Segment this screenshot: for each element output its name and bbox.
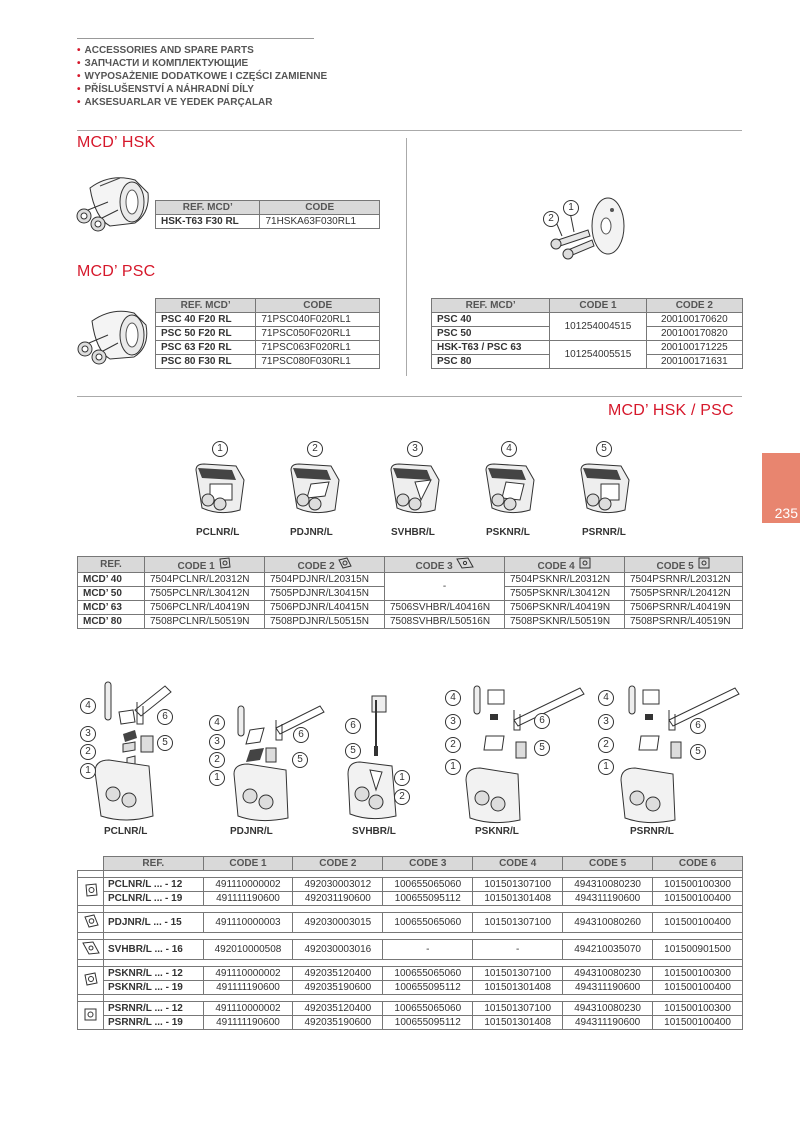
ref-cell: MCD’ 80 [78, 615, 145, 629]
code-cell: 7506SVHBR/L40416N [385, 601, 505, 615]
col-header: REF. MCD’ [432, 299, 550, 313]
callout-5: 5 [157, 735, 173, 751]
code2-cell: 200100171225 [646, 341, 742, 355]
col-header: REF. [78, 557, 145, 573]
cartridge-label: SVHBR/L [391, 527, 435, 538]
code-cell: - [385, 573, 505, 601]
psc-holder-illustration [72, 303, 157, 371]
code-cell: 7505PCLNR/L30412N [145, 587, 265, 601]
ref-cell: PSC 50 [432, 327, 550, 341]
callout-1: 1 [598, 759, 614, 775]
col-header: CODE 2 [646, 299, 742, 313]
exploded-psrnr-illustration [595, 680, 745, 824]
code-cell: 7505PSKNR/L30412N [505, 587, 625, 601]
ref-cell: PSC 80 F30 RL [156, 355, 256, 369]
col-header: CODE 4 [473, 857, 563, 871]
rhombus80-icon [82, 882, 100, 898]
code-cell: 7508SVHBR/L50516N [385, 615, 505, 629]
code2-cell: 200100170620 [646, 313, 742, 327]
col-header: CODE [256, 299, 380, 313]
cartridge-number: 3 [407, 441, 423, 457]
code-cell: 7508PSRNR/L40519N [625, 615, 743, 629]
hsk-psc-title: MCD’ HSK / PSC [608, 402, 734, 419]
code-cell: 71PSC063F020RL1 [256, 341, 380, 355]
code2-cell: 200100171631 [646, 355, 742, 369]
table-row: PSKNR/L ... - 12 491110000002 492035120400 100655065060 101501307100 494310080230 101500100300 [78, 967, 743, 981]
callout-1: 1 [445, 759, 461, 775]
table-row [78, 601, 743, 615]
table-row [156, 327, 380, 341]
rhombus80-icon [218, 557, 232, 569]
table-row: PCLNR/L ... - 12 491110000002 492030003012 100655065060 101501307100 494310080230 101500100300 [78, 878, 743, 892]
col-header: CODE 1 [145, 557, 265, 573]
cartridge-number: 4 [501, 441, 517, 457]
col-header: REF. [104, 857, 204, 871]
ref-cell: HSK-T63 F30 RL [156, 215, 260, 229]
table-row [156, 355, 380, 369]
col-header: CODE 6 [653, 857, 743, 871]
code-cell: 7506PCLNR/L40419N [145, 601, 265, 615]
code1-cell: 101254005515 [550, 341, 646, 369]
callout-6: 6 [157, 709, 173, 725]
table-row [156, 313, 380, 327]
cartridge-svhbr-illustration [385, 460, 445, 520]
code-cell: 7504PDJNR/L20315N [265, 573, 385, 587]
table-row: PSRNR/L ... - 19 491111190600 492035190600 100655095112 101501301408 494311190600 101500100400 [78, 1016, 743, 1030]
col-header: CODE [260, 201, 380, 215]
col-header: CODE 4 [505, 557, 625, 573]
table-row [78, 573, 743, 587]
header-item: • PŘÍSLUŠENSTVÍ A NÁHRADNÍ DÍLY [77, 83, 327, 96]
code-cell: 7508PDJNR/L50515N [265, 615, 385, 629]
square-insert-icon [578, 557, 592, 569]
callout-6: 6 [690, 718, 706, 734]
callout-4: 4 [209, 715, 225, 731]
hsk-holder-illustration [70, 168, 155, 238]
callout-5: 5 [534, 740, 550, 756]
callout-3: 3 [80, 726, 96, 742]
code-cell: 7504PSRNR/L20312N [625, 573, 743, 587]
callout-1: 1 [209, 770, 225, 786]
col-header: CODE 5 [625, 557, 743, 573]
cartridge-label: PSKNR/L [486, 527, 530, 538]
ref-cell: MCD’ 40 [78, 573, 145, 587]
square-insert-icon [697, 557, 711, 569]
code-cell: 7506PSRNR/L40419N [625, 601, 743, 615]
section-divider [77, 130, 742, 131]
page-number: 235 [774, 505, 798, 521]
ref-cell: PSC 50 F20 RL [156, 327, 256, 341]
ref-cell: MCD’ 63 [78, 601, 145, 615]
code-cell: 7506PDJNR/L40415N [265, 601, 385, 615]
header-rule [77, 38, 314, 39]
callout-4: 4 [80, 698, 96, 714]
table-row [156, 215, 380, 229]
callout-1: 1 [563, 200, 579, 216]
psc-table [155, 298, 380, 369]
callout-2: 2 [209, 752, 225, 768]
callout-2: 2 [80, 744, 96, 760]
cartridge-label: PSRNR/L [582, 527, 626, 538]
cartridge-number: 2 [307, 441, 323, 457]
callout-4: 4 [445, 690, 461, 706]
section-divider [77, 396, 742, 397]
page-tab [762, 453, 800, 523]
exploded-label: PCLNR/L [104, 826, 148, 837]
exploded-label: PSRNR/L [630, 826, 674, 837]
cartridge-codes-table [77, 556, 743, 629]
col-header: REF. MCD’ [156, 299, 256, 313]
rhombus55-icon [82, 913, 100, 929]
spare-parts-table [77, 856, 743, 1030]
exploded-pclnr-illustration [75, 676, 215, 826]
code-cell: 7508PSKNR/L50519N [505, 615, 625, 629]
col-header: CODE 2 [265, 557, 385, 573]
cartridge-label: PDJNR/L [290, 527, 333, 538]
blank-header [78, 857, 104, 871]
table-row [78, 615, 743, 629]
rhombus55-icon [338, 557, 352, 569]
code-cell: 7505PSRNR/L20412N [625, 587, 743, 601]
code-cell: 71PSC040F020RL1 [256, 313, 380, 327]
callout-2: 2 [598, 737, 614, 753]
callout-3: 3 [209, 734, 225, 750]
cartridge-pdjnr-illustration [285, 460, 345, 520]
square-insert-icon [82, 971, 100, 987]
col-header: CODE 3 [385, 557, 505, 573]
callout-2: 2 [394, 789, 410, 805]
col-header: CODE 1 [203, 857, 293, 871]
ref-cell: HSK-T63 / PSC 63 [432, 341, 550, 355]
callout-5: 5 [345, 743, 361, 759]
exploded-pdjnr-illustration [210, 700, 340, 824]
ref-cell: PSC 63 F20 RL [156, 341, 256, 355]
table-row [156, 341, 380, 355]
callout-1: 1 [80, 763, 96, 779]
header-item: • AKSESUARLAR VE YEDEK PARÇALAR [77, 96, 327, 109]
code-cell: 71PSC080F030RL1 [256, 355, 380, 369]
ref-cell: PSC 40 F20 RL [156, 313, 256, 327]
header-item: • WYPOSAŻENIE DODATKOWE I CZĘŚCI ZAMIENNE [77, 70, 327, 83]
hsk-table [155, 200, 380, 229]
table-row: PSKNR/L ... - 19 491111190600 492035190600 100655095112 101501301408 494311190600 101500100400 [78, 981, 743, 995]
vertical-divider [406, 138, 407, 376]
exploded-label: PSKNR/L [475, 826, 519, 837]
ref-cell: PSC 80 [432, 355, 550, 369]
cartridge-psknr-illustration [480, 460, 540, 520]
callout-3: 3 [598, 714, 614, 730]
cartridge-number: 1 [212, 441, 228, 457]
callout-3: 3 [445, 714, 461, 730]
exploded-label: SVHBR/L [352, 826, 396, 837]
ref-cell: MCD’ 50 [78, 587, 145, 601]
table-row: PDJNR/L ... - 15 491110000003 492030003015 100655065060 101501307100 494310080260 101500100400 [78, 913, 743, 933]
col-header: CODE 1 [550, 299, 646, 313]
hsk-title: MCD’ HSK [77, 134, 156, 151]
col-header: CODE 5 [563, 857, 653, 871]
rhombus35-icon [81, 940, 101, 956]
col-header: REF. MCD’ [156, 201, 260, 215]
psc-title: MCD’ PSC [77, 263, 156, 280]
code-cell: 71PSC050F020RL1 [256, 327, 380, 341]
callout-6: 6 [345, 718, 361, 734]
table-row: PCLNR/L ... - 19 491111190600 492031190600 100655095112 101501301408 494311190600 101500100400 [78, 892, 743, 906]
callout-1: 1 [394, 770, 410, 786]
cartridge-number: 5 [596, 441, 612, 457]
exploded-psknr-illustration [440, 680, 590, 824]
callout-5: 5 [292, 752, 308, 768]
col-header: CODE 3 [383, 857, 473, 871]
cartridge-psrnr-illustration [575, 460, 635, 520]
code-cell: 7504PCLNR/L20312N [145, 573, 265, 587]
table-row: PSRNR/L ... - 12 491110000002 492035120400 100655065060 101501307100 494310080230 101500100300 [78, 1002, 743, 1016]
callout-6: 6 [534, 713, 550, 729]
table-row [432, 341, 743, 355]
cartridge-label: PCLNR/L [196, 527, 240, 538]
exploded-label: PDJNR/L [230, 826, 273, 837]
code-cell: 7505PDJNR/L30415N [265, 587, 385, 601]
code-cell: 71HSKA63F030RL1 [260, 215, 380, 229]
callout-2: 2 [543, 211, 559, 227]
header-item: • ЗАПЧАСТИ И КОМПЛЕКТУЮЩИЕ [77, 57, 327, 70]
code-cell: 7508PCLNR/L50519N [145, 615, 265, 629]
callout-5: 5 [690, 744, 706, 760]
callout-2: 2 [445, 737, 461, 753]
header-item: • ACCESSORIES AND SPARE PARTS [77, 44, 327, 57]
table-row: SVHBR/L ... - 16 492010000508 492030003016 - - 494210035070 101500901500 [78, 940, 743, 960]
code2-cell: 200100170820 [646, 327, 742, 341]
spare-screws-table [431, 298, 743, 369]
exploded-svhbr-illustration [330, 690, 420, 824]
cartridge-pclnr-illustration [190, 460, 250, 520]
rhombus35-icon [456, 557, 474, 569]
callout-4: 4 [598, 690, 614, 706]
code-cell: 7504PSKNR/L20312N [505, 573, 625, 587]
code-cell: 7506PSKNR/L40419N [505, 601, 625, 615]
ref-cell: PSC 40 [432, 313, 550, 327]
callout-6: 6 [293, 727, 309, 743]
header-language-list [77, 44, 327, 109]
table-row [432, 313, 743, 327]
code1-cell: 101254004515 [550, 313, 646, 341]
col-header: CODE 2 [293, 857, 383, 871]
square-insert-icon [82, 1006, 100, 1022]
